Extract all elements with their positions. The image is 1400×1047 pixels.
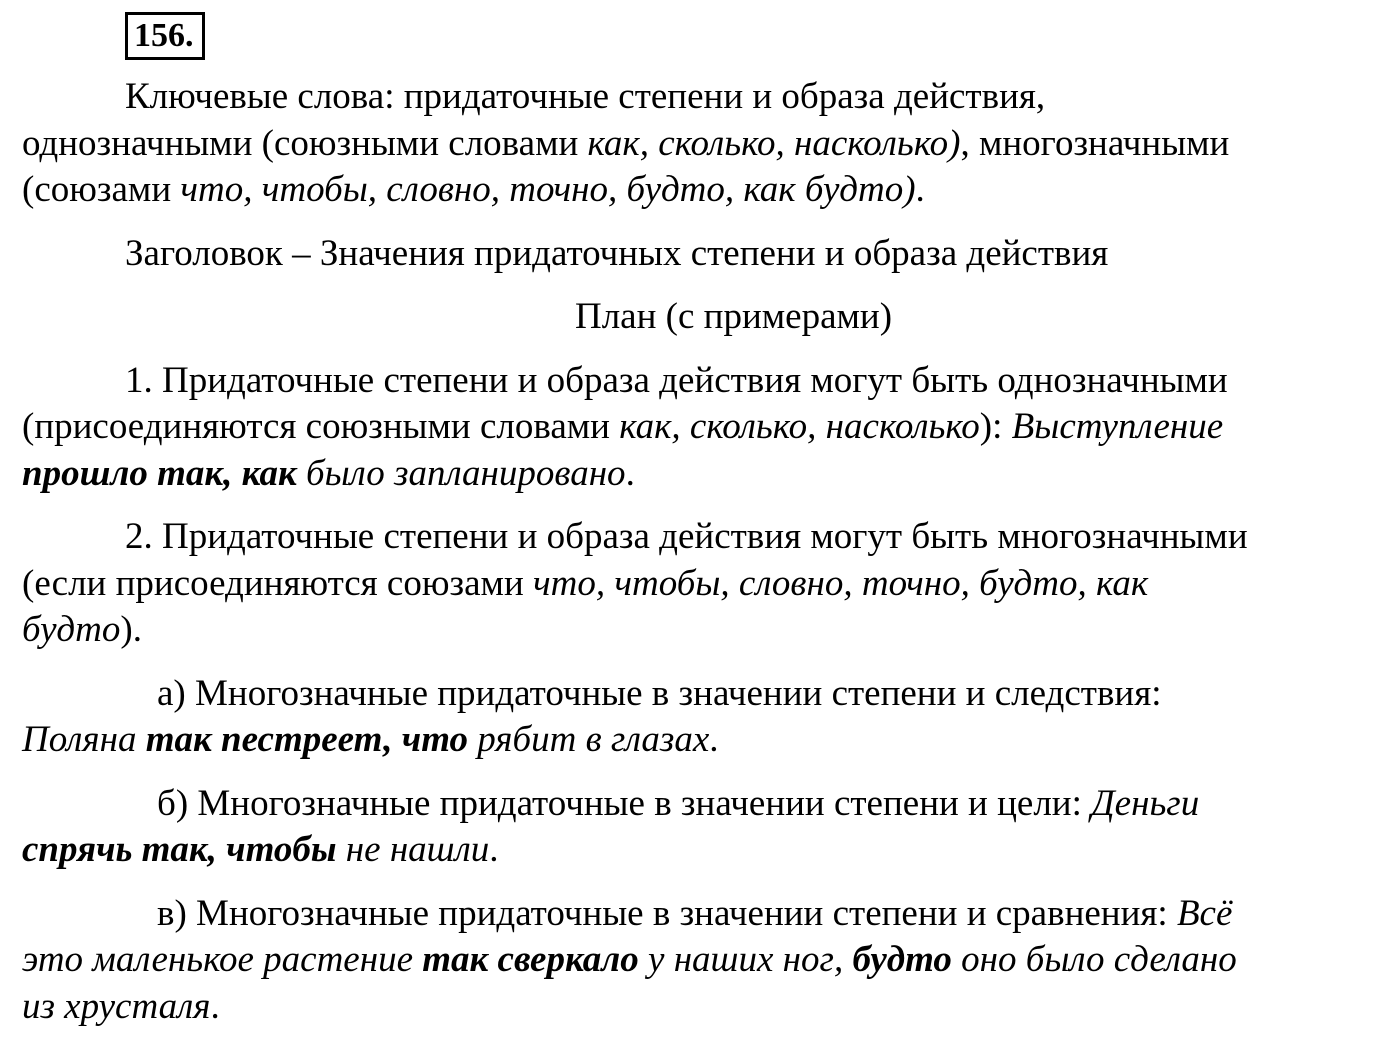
exercise-number-row (22, 12, 1362, 60)
exercise-number: 156. (125, 12, 205, 60)
plan-heading: План (с примерами) (575, 296, 893, 337)
item-a-example-bold: так пестреет, что (145, 719, 469, 760)
plan-item-2 (22, 514, 1362, 654)
keywords-seg1: однозначными (союзными словами (22, 122, 588, 164)
item1-example-end: было запланировано (296, 452, 626, 494)
item-c-example-4: оно было сделано (951, 939, 1237, 980)
item1-example-start: Выступление (1011, 406, 1224, 447)
item-a-example-end: рябит в глазах (468, 719, 710, 760)
item-c-example-bold-1: так сверкало (422, 939, 639, 980)
item2-text3-italic: будто (22, 609, 121, 650)
item-c-example-bold-2: будто (852, 939, 952, 980)
item-b-text: б) Многозначные придаточные в значении степени и цели: (157, 782, 1092, 824)
item-b-example-bold: спрячь так, чтобы (22, 829, 337, 870)
item-b-example-end: не нашли (336, 829, 490, 870)
keywords-line1: Ключевые слова: придаточные степени и образа действия, (125, 76, 1046, 117)
item-c-example-3: у наших ног, (638, 939, 853, 980)
item1-end: . (625, 452, 635, 494)
item-c-example-5: из хрусталя (22, 985, 211, 1027)
plan-item-1 (22, 358, 1362, 498)
item2-text2-italic: что, чтобы, словно, точно, будто, как (533, 562, 1149, 604)
item1-text3: ): (979, 406, 1012, 447)
keywords-seg4: . (915, 169, 925, 210)
keywords-seg3-italic: что, чтобы, словно, точно, будто, как будто) (180, 169, 916, 210)
keywords-seg2: , многозначными (960, 122, 1230, 164)
item1-text2: (присоединяются союзными словами (22, 406, 620, 447)
item-c-text: в) Многозначные придаточные в значении степени и сравнения: (157, 892, 1177, 934)
keywords-seg3: (союзами (22, 169, 181, 210)
item2-end: ). (120, 609, 142, 650)
item1-example-bold: прошло так, как (22, 452, 297, 494)
plan-item-a (22, 671, 1362, 764)
plan-item-b (22, 781, 1362, 874)
item-c-example-2: это маленькое растение (22, 939, 423, 980)
item-c-example-1: Всё (1176, 892, 1233, 934)
item1-text2-italic: как, сколько, насколько (619, 406, 980, 447)
item-a-text: а) Многозначные придаточные в значении степени и следствия: (157, 672, 1162, 714)
item-a-example-start: Поляна (22, 719, 146, 760)
item2-text1: 2. Придаточные степени и образа действия могут быть многозначными (125, 516, 1248, 557)
item-a-end: . (709, 719, 719, 760)
item-c-end: . (210, 985, 220, 1027)
item-b-example-start: Деньги (1091, 782, 1200, 824)
item1-text1: 1. Придаточные степени и образа действия могут быть однозначными (125, 359, 1228, 401)
keywords-paragraph (22, 74, 1362, 214)
title-line: Заголовок – Значения придаточных степени и образа действия (125, 232, 1109, 274)
plan-item-c (22, 891, 1362, 1031)
item-b-end: . (489, 829, 499, 870)
item2-text2: (если присоединяются союзами (22, 562, 533, 604)
keywords-seg1-italic: как, сколько, насколько) (587, 122, 961, 164)
document-page (22, 12, 1362, 1030)
